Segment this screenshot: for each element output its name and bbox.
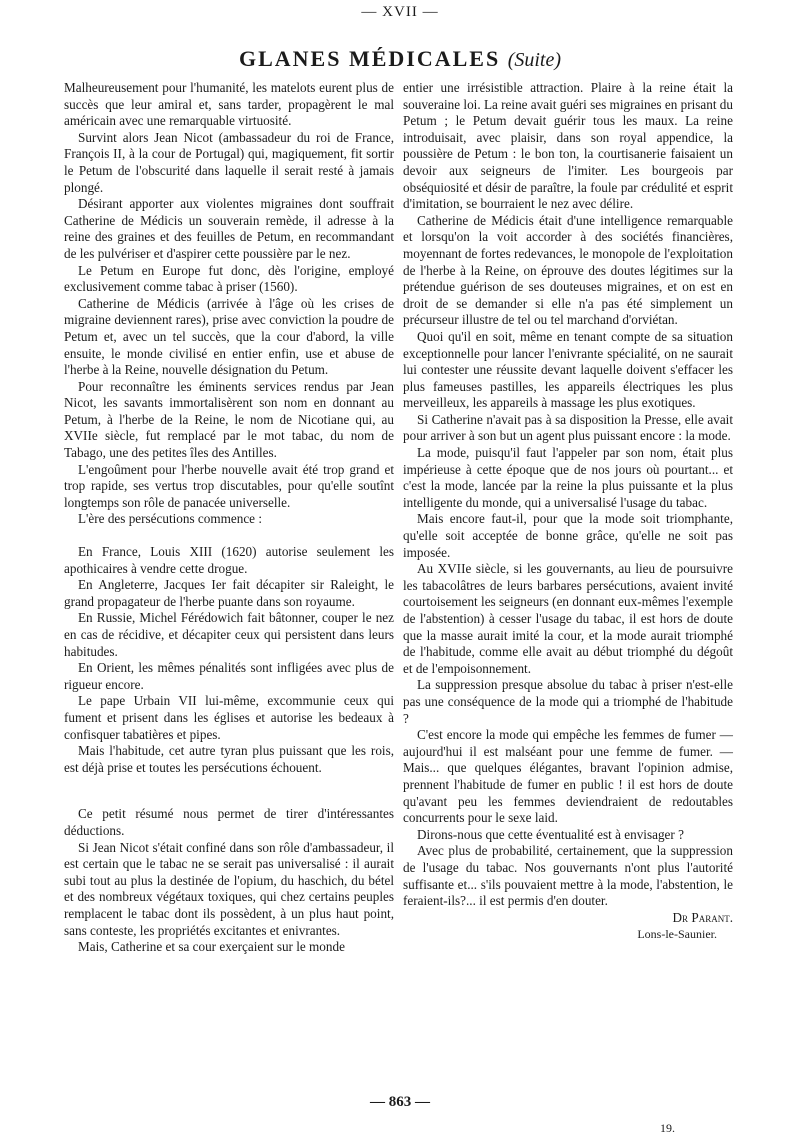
right-column <box>403 80 733 943</box>
paragraph: Le pape Urbain VII lui-même, excommunie ceux qui fument et prisent dans les églises et autorise les bedeaux à confisquer tabatières et pipes. <box>64 693 394 742</box>
page-number: — 863 — <box>370 1094 430 1110</box>
left-column <box>64 80 394 956</box>
article-title <box>0 46 800 72</box>
paragraph: En France, Louis XIII (1620) autorise seulement les apothicaires à vendre cette drogue. <box>64 544 394 576</box>
title-main: GLANES MÉDICALES <box>238 46 501 71</box>
paragraph: Désirant apporter aux violentes migraines dont souffrait Catherine de Médicis un souverain remède, il adresse à la reine des graines et des feuilles de Petum, en recommandant de les pulvériser et d'aspirer cette poussière par le nez. <box>64 196 394 261</box>
paragraph: entier une irrésistible attraction. Plaire à la reine était la souveraine loi. La reine avait guéri ses migraines en prisant du Petum ; le Petum devait guérir tous les maux. La reine introduisait, avec plaisir, dans son royal appendice, la poussière de Petum : le bon ton, la courtisanerie faisaient un devoir aux seigneurs de l'imiter. Les bourgeois par obséquiosité et désir de paraître, la foule par crédulité et esprit d'imitation, se bourraient le nez avec délire. <box>403 80 733 212</box>
paragraph: Pour reconnaître les éminents services rendus par Jean Nicot, les savants immortalisèrent son nom en donnant au Petum, à l'herbe de la Reine, le nom de Nicotiane qui, au XVIIe siècle, fut remplacé par le mot tabac, du nom de Tabago, une des petites îles des Antilles. <box>64 378 394 461</box>
paragraph: En Angleterre, Jacques Ier fait décapiter sir Raleight, le grand propagateur de l'herbe puante dans son royaume. <box>64 577 394 609</box>
paragraph: En Orient, les mêmes pénalités sont infligées avec plus de rigueur encore. <box>64 660 394 692</box>
paragraph: Mais, Catherine et sa cour exerçaient sur le monde <box>78 939 345 955</box>
roman-page-number: — XVII — <box>361 4 439 20</box>
paragraph: Quoi qu'il en soit, même en tenant compte de sa situation exceptionnelle pour lancer l'enivrante spécialité, on ne saurait lui contester une réussite devant laquelle doivent s'effacer les plus fameuses pastilles, les appareils électriques les plus merveilleux, les appareils à massage les plus exotiques. <box>403 328 733 411</box>
paragraph: L'ère des persécutions commence : <box>78 511 262 527</box>
paragraph: Si Catherine n'avait pas à sa disposition la Presse, elle avait pour arriver à son but un agent plus puissant encore : la mode. <box>403 411 733 444</box>
paragraph: C'est encore la mode qui empêche les femmes de fumer — aujourd'hui il est malséant pour une femme de fumer. — Mais... que quelques élégantes, bravant l'opinion admise, prennent l'habitude de fumer en public ! il est hors de doute qu'avant peu les femmes deviendraient de redoutables concurrents pour le sexe laid. <box>403 727 733 826</box>
author-place: Lons-le-Saunier. <box>637 927 717 942</box>
paragraph: Survint alors Jean Nicot (ambassadeur du roi de France, François II, à la cour de Portugal) qui, magiquement, fit sortir le Petum de l'obscurité dans laquelle il serait resté à jamais plongé. <box>64 129 394 195</box>
paragraph: Malheureusement pour l'humanité, les matelots eurent plus de succès que leur amiral et, sans tarder, propagèrent le mal américain avec une remarquable virtuosité. <box>64 80 394 129</box>
paragraph: Avec plus de probabilité, certainement, que la suppression de l'usage du tabac. Nos gouvernants n'ont plus l'autorité suffisante et... s'ils pouvaient mettre à la mode, l'abstention, le feraient-ils?... il est permis d'en douter. <box>403 843 733 909</box>
author-signature: Dr Parant. <box>672 909 733 925</box>
paragraph: La mode, puisqu'il faut l'appeler par son nom, était plus impérieuse à cette époque que de nos jours où pourtant... et c'est la mode, lancée par la reine la plus puissante et la plus intelligente du monde, qui a universalisé l'usage du tabac. <box>403 445 733 510</box>
paragraph: Dirons-nous que cette éventualité est à envisager ? <box>417 826 684 842</box>
paragraph: En Russie, Michel Férédowich fait bâtonner, couper le nez en cas de récidive, et décapiter ceux qui persistent dans leurs habitudes. <box>64 610 394 659</box>
paragraph: Ce petit résumé nous permet de tirer d'intéressantes déductions. <box>64 806 394 838</box>
paragraph: Catherine de Médicis était d'une intelligence remarquable et lorsqu'on la voit accorder à des sociétés financières, moyennant de fortes redevances, le monopole de l'exploitation de l'herbe à la Reine, on éprouve des doutes légitimes sur la prétendue guérison de ses douteuses migraines, et on est en droit de se demander si elle n'a pas été simplement un précurseur illustre de tel ou tel marchand d'orviétan. <box>403 212 733 328</box>
title-suite: (Suite) <box>507 49 562 71</box>
paragraph: Au XVIIe siècle, si les gouvernants, au lieu de poursuivre les tabacolâtres de leurs barbares persécutions, avaient invité courtoisement les seigneurs (en donnant eux-mêmes l'exemple de l'abstention) à cesser l'usage du tabac, il est hors de doute que la masse aurait imité la cour, et la mode aurait triomphé de l'habitude, comme elle avait au début triomphé du dégoût et de l'empoisonnement. <box>403 561 733 676</box>
paragraph: Catherine de Médicis (arrivée à l'âge où les crises de migraine deviennent rares), prise avec conviction la poudre de Petum et, avec un tel succès, que la cour d'abord, la ville ensuite, le monde civilisé en entier enfin, use et abuse de l'herbe à la Reine, nouvelle désignation du Petum. <box>64 295 394 378</box>
sheet-number: 19. <box>660 1121 675 1135</box>
paragraph: L'engoûment pour l'herbe nouvelle avait été trop grand et trop rapide, ses vertus trop discutables, pour qu'elle soutînt longtemps son rôle de panacée universelle. <box>64 461 394 510</box>
paragraph: Mais encore faut-il, pour que la mode soit triomphante, qu'elle soit acceptée de bonne grâce, qu'elle ne soit pas imposée. <box>403 511 733 560</box>
paragraph: Si Jean Nicot s'était confiné dans son rôle d'ambassadeur, il est certain que le tabac ne se serait pas universalisé : il aurait subi tout au plus la destinée de l'opium, du haschich, du bétel et des nombreux végétaux toxiques, qui chez certains peuples remplacent le tabac dont ils possèdent, à un plus haut point, sans conteste, les propriétés excitantes et enivrantes. <box>64 839 394 938</box>
paragraph: Mais l'habitude, cet autre tyran plus puissant que les rois, est déjà prise et toutes les persécutions échouent. <box>64 743 394 775</box>
paragraph: Le Petum en Europe fut donc, dès l'origine, employé exclusivement comme tabac à priser (1560). <box>64 262 394 295</box>
paragraph: La suppression presque absolue du tabac à priser n'est-elle pas une conséquence de la mode qui a triomphé de l'habitude ? <box>403 677 733 726</box>
